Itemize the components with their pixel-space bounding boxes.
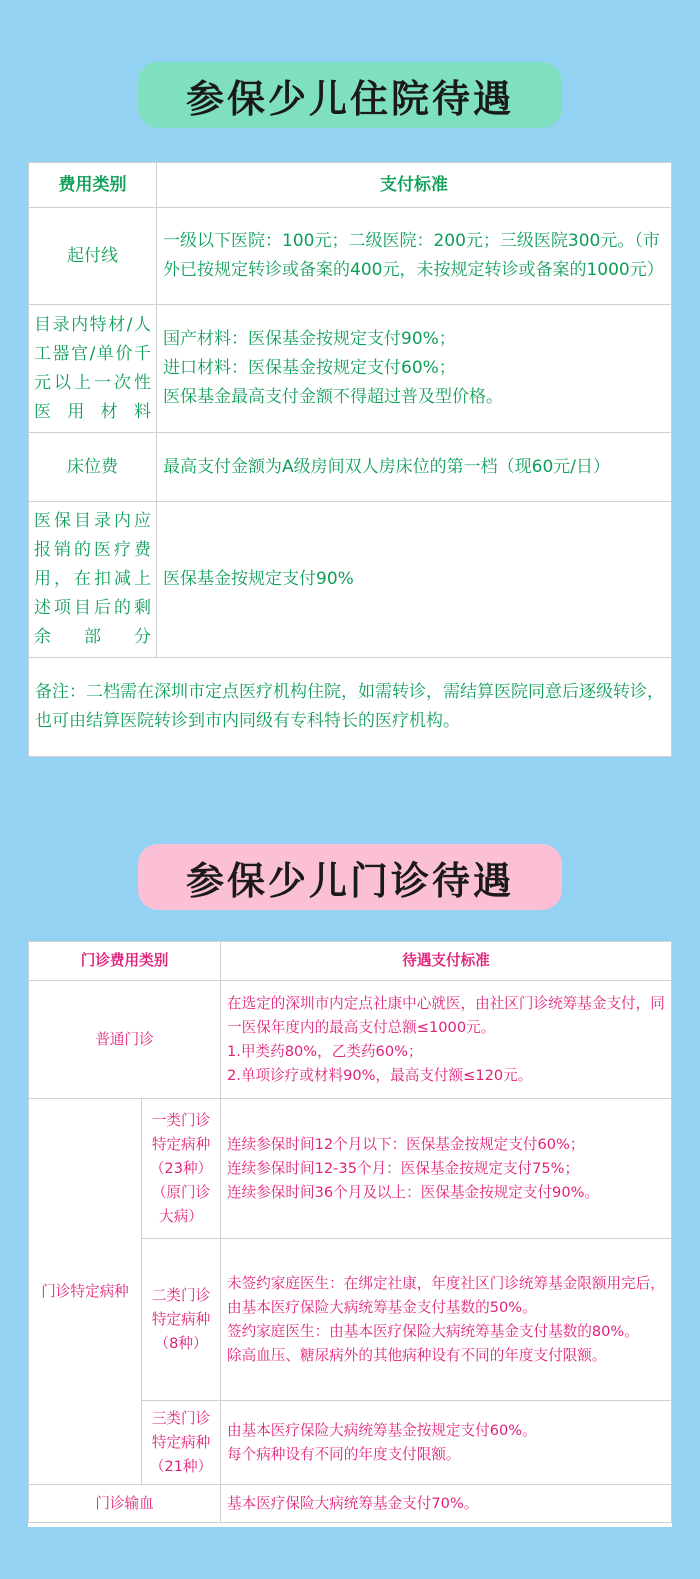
row-detail: 一级以下医院：100元；二级医院：200元；三级医院300元。（市外已按规定转诊或备案的400元，未按规定转诊或备案的1000元） [157, 208, 672, 305]
table-row [29, 1099, 672, 1239]
outpatient-table [28, 941, 672, 1523]
row-category: 医保目录内应报销的医疗费用，在扣减上述项目后的剩余部分 [29, 502, 157, 658]
special-sub-category: 二类门诊特定病种（8种） [142, 1239, 221, 1401]
header-standard: 待遇支付标准 [221, 942, 672, 981]
special-detail: 连续参保时间12个月以下：医保基金按规定支付60%； 连续参保时间12-35个月：医保基金按规定支付75%； 连续参保时间36个月及以上：医保基金按规定支付90%。 [221, 1099, 672, 1239]
inpatient-note: 备注：二档需在深圳市定点医疗机构住院，如需转诊，需结算医院同意后逐级转诊，也可由结算医院转诊到市内同级有专科特长的医疗机构。 [28, 658, 672, 757]
row-detail: 最高支付金额为A级房间双人房床位的第一档（现60元/日） [157, 433, 672, 502]
header-category: 门诊费用类别 [29, 942, 221, 981]
special-sub-category: 三类门诊特定病种（21种） [142, 1401, 221, 1485]
table-row [29, 502, 672, 658]
table-row [29, 305, 672, 433]
inpatient-title-banner [138, 62, 562, 128]
table-row [29, 433, 672, 502]
table-row [29, 981, 672, 1099]
table-row [29, 1485, 672, 1523]
row-detail: 医保基金按规定支付90% [157, 502, 672, 658]
table-header-row [29, 942, 672, 981]
table-header-row [29, 163, 672, 208]
header-standard: 支付标准 [157, 163, 672, 208]
special-detail: 由基本医疗保险大病统筹基金按规定支付60%。 每个病种设有不同的年度支付限额。 [221, 1401, 672, 1485]
row-detail: 国产材料：医保基金按规定支付90%； 进口材料：医保基金按规定支付60%； 医保基金最高支付金额不得超过普及型价格。 [157, 305, 672, 433]
general-outpatient-detail: 在选定的深圳市内定点社康中心就医，由社区门诊统筹基金支付，同一医保年度内的最高支付总额≤1000元。 1.甲类药80%，乙类药60%； 2.单项诊疗或材料90%，最高支付额≤120元。 [221, 981, 672, 1099]
outpatient-panel [28, 941, 672, 1527]
outpatient-title: 参保少儿门诊待遇 [185, 858, 514, 903]
inpatient-table [28, 162, 672, 658]
row-category: 目录内特材/人工器官/单价千元以上一次性医用材料 [29, 305, 157, 433]
inpatient-panel [28, 162, 672, 757]
transfusion-detail: 基本医疗保险大病统筹基金支付70%。 [221, 1485, 672, 1523]
header-category: 费用类别 [29, 163, 157, 208]
general-outpatient-category: 普通门诊 [29, 981, 221, 1099]
special-sub-category: 一类门诊特定病种（23种）（原门诊大病） [142, 1099, 221, 1239]
row-category: 床位费 [29, 433, 157, 502]
special-disease-category: 门诊特定病种 [29, 1099, 142, 1485]
table-row [29, 208, 672, 305]
inpatient-title: 参保少儿住院待遇 [185, 76, 514, 121]
special-detail: 未签约家庭医生：在绑定社康，年度社区门诊统筹基金限额用完后，由基本医疗保险大病统筹基金支付基数的50%。 签约家庭医生：由基本医疗保险大病统筹基金支付基数的80%。 除高血压、糖尿病外的其他病种设有不同的年度支付限额。 [221, 1239, 672, 1401]
outpatient-title-banner [138, 844, 562, 910]
transfusion-category: 门诊输血 [29, 1485, 221, 1523]
row-category: 起付线 [29, 208, 157, 305]
